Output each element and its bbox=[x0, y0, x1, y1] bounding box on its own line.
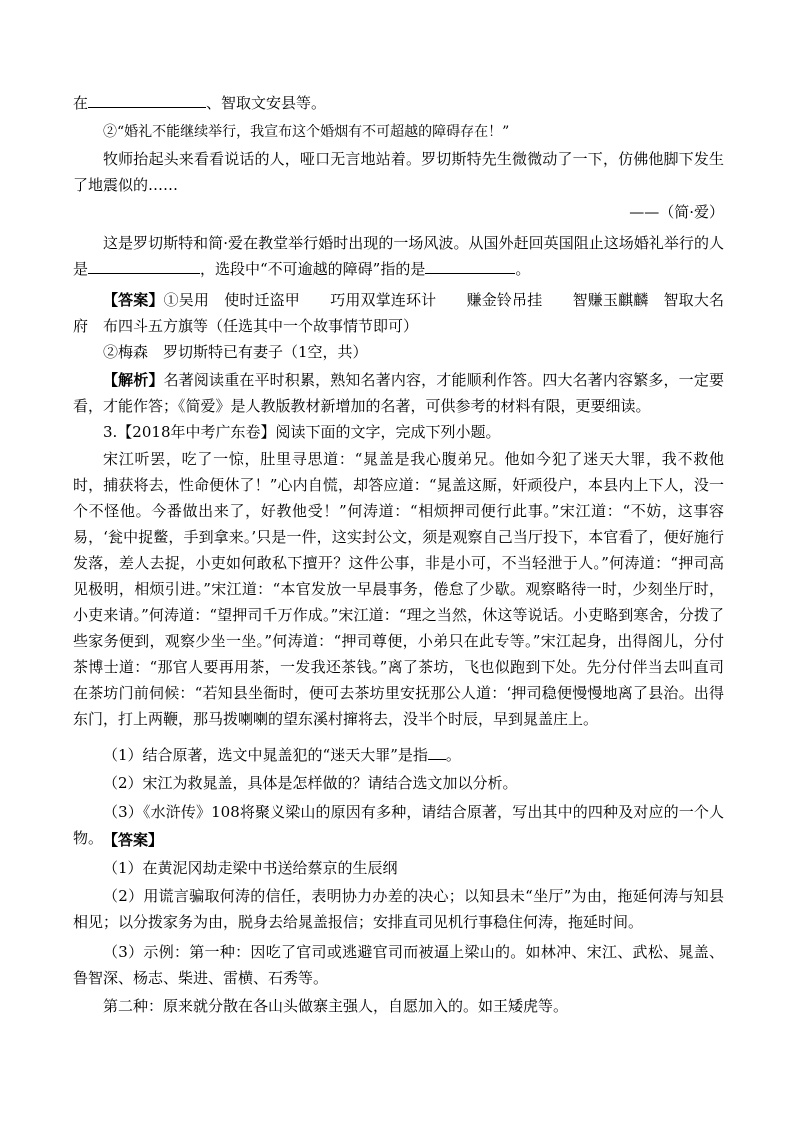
answer-4: 第二种：原来就分散在各山头做寨主强人，自愿加入的。如王矮虎等。 bbox=[103, 997, 569, 1015]
sub-question-1 bbox=[73, 742, 724, 768]
answer-paragraph-2: ②梅森 罗切斯特已有妻子（1空，共） bbox=[103, 343, 368, 361]
text: 、智取文安县等。 bbox=[206, 94, 327, 112]
analysis-label: 【解析】 bbox=[103, 371, 164, 389]
text: （1）结合原著，选文中晁盖犯的“迷天大罪”是指 bbox=[103, 746, 428, 764]
text: ①吴用 使时迁盗甲 巧用双掌连环计 赚金铃吊挂 智赚玉麒麟 智取大名府 布四斗五方旗等（任选其中一个故事情节即可） bbox=[73, 291, 724, 335]
text: ，选段中“不可逾越的障碍”指的是 bbox=[200, 260, 426, 278]
answer-label: 【答案】 bbox=[103, 831, 164, 849]
analysis-paragraph bbox=[73, 367, 724, 419]
text: 。 bbox=[515, 260, 531, 278]
answer-blank bbox=[428, 744, 446, 760]
sub-question-2: （2）宋江为救晁盖，具体是怎样做的？请结合选文加以分析。 bbox=[103, 774, 518, 792]
answer-blank bbox=[425, 258, 515, 274]
answer-2: （2）用谎言骗取何涛的信任，表明协力办差的决心；以知县未“坐厅”为由，拖延何涛与知县相见；以分拨家务为由，脱身去给晁盖报信；安排直司见机行事稳住何涛，拖延时间。 bbox=[73, 887, 724, 931]
answer-blank bbox=[88, 92, 206, 108]
text: 在 bbox=[73, 94, 89, 112]
answer-blank bbox=[88, 258, 200, 274]
quote-source: ——（简·爱） bbox=[629, 203, 724, 221]
text: 。 bbox=[445, 746, 461, 764]
text: 名著阅读重在平时积累，熟知名著内容，才能顺利作答。四大名著内容繁多，一定要看，才能作答；《简爱》是人教版教材新增加的名著，可供参考的材料有限，更要细读。 bbox=[73, 371, 724, 415]
narrative-paragraph: 牧师抬起头来看看说话的人，哑口无言地站着。罗切斯特先生微微动了一下，仿佛他脚下发生了地震似的…… bbox=[73, 150, 724, 194]
quote-item-2: ②“婚礼不能继续举行，我宣布这个婚烟有不可超越的障碍存在！” bbox=[103, 124, 510, 140]
question-item-2 bbox=[73, 230, 724, 282]
answer-1: （1）在黄泥冈劫走梁中书送给蔡京的生辰纲 bbox=[103, 859, 398, 877]
continued-answer-line bbox=[73, 90, 724, 116]
reading-passage: 宋江听罢，吃了一惊，肚里寻思道：“晁盖是我心腹弟兄。他如今犯了迷天大罪，我不救他时，捕获将去，性命便休了！”心内自慌，却答应道：“晁盖这厮，奸顽役户，本县内上下人，没一个不怪他。今番做出来了，好教他受！”何涛道：“相烦押司便行此事。”宋江道：“不妨，这事容易，‘瓮中捉鳖，手到拿来。’只是一件，这实封公文，须是观察自己当厅投下，本官看了，便好施行发落，差人去捉，小吏如何敢私下擅开？这件公事，非是小可，不当轻泄于人。”何涛道：“押司高见极明，相烦引进。”宋江道：“本官发放一早晨事务，倦怠了少歇。观察略待一时，少刻坐厅时，小吏来请。”何涛道：“望押司千万作成。”宋江道：“理之当然，休这等说话。小吏略到寒舍，分拨了些家务便到，观察少坐一坐。”何涛道：“押司尊便，小弟只在此专等。”宋江起身，出得阁儿，分付茶博士道：“那官人要再用茶，一发我还茶钱。”离了茶坊，飞也似跑到下处。先分付伴当去叫直司在茶坊门前伺候：“若知县坐衙时，便可去茶坊里安抚那公人道：‘押司稳便慢慢地离了县治。出得东门，打上两鞭，那马拨喇喇的望东溪村撺将去，没半个时辰，早到晁盖庄上。 bbox=[73, 450, 724, 728]
answer-paragraph-1 bbox=[73, 287, 724, 339]
answer-label: 【答案】 bbox=[103, 291, 164, 309]
text: 这是罗切斯特和简·爱在教堂举行婚时出现的一场风波。从国外赶回英国阻止这场婚礼举行的人是 bbox=[73, 234, 724, 278]
sub-question-3: （3）《水浒传》108将聚义梁山的原因有多种，请结合原著，写出其中的四种及对应的一个人物。 bbox=[73, 803, 724, 847]
answer-3: （3）示例：第一种：因吃了官司或逃避官司而被逼上梁山的。如林冲、宋江、武松、晁盖、鲁智深、杨志、柴进、雷横、石秀等。 bbox=[73, 943, 724, 987]
question-3-heading: 3.【2018年中考广东卷】阅读下面的文字，完成下列小题。 bbox=[103, 423, 501, 441]
